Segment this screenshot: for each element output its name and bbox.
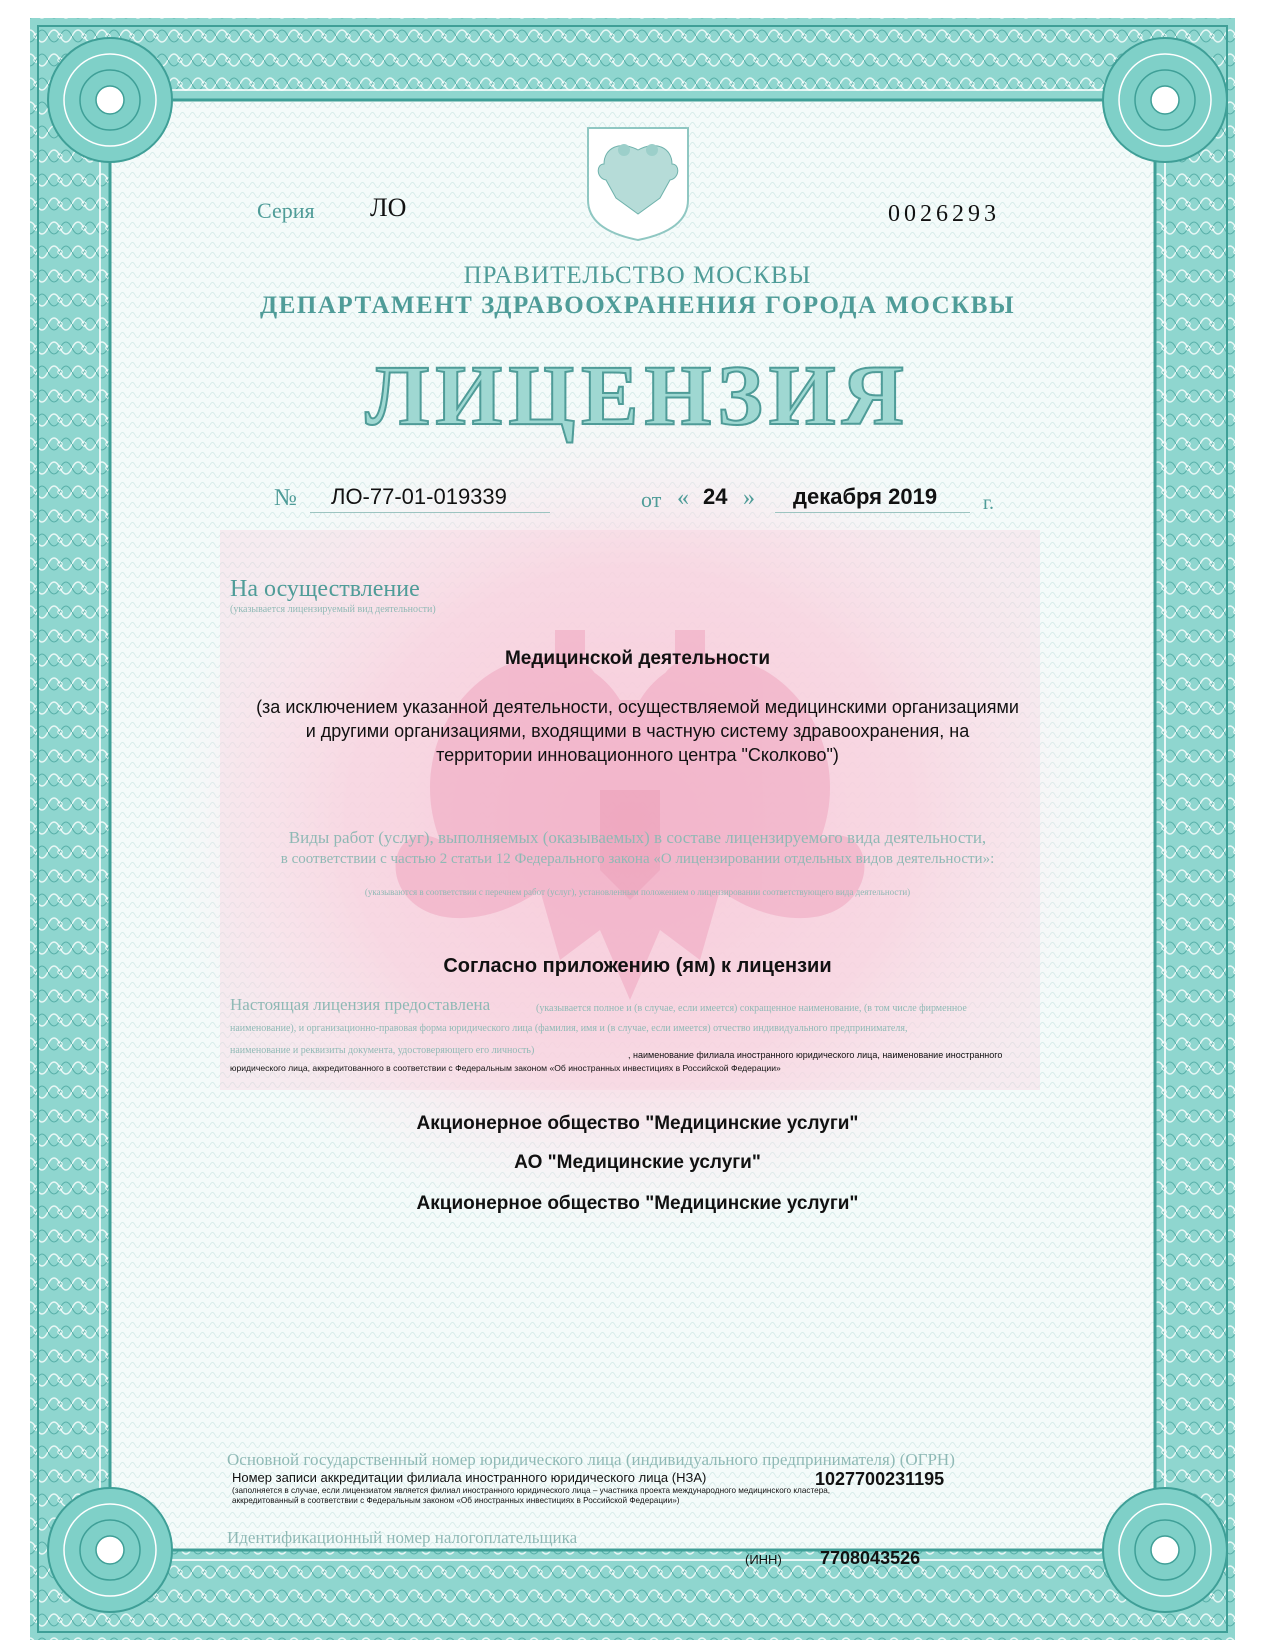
rosette-bottom-left-icon xyxy=(48,1488,172,1612)
licensee-caption-line-3: наименование и реквизиты документа, удостоверяющего его личность) xyxy=(230,1045,535,1056)
quote-close: » xyxy=(743,485,755,511)
licensee-addendum-line-2: юридического лица, аккредитованного в соответствии с Федеральным законом «Об иностранных инвестициях в Российской Федерации» xyxy=(230,1063,781,1073)
licensee-brand-name: Акционерное общество "Медицинские услуги" xyxy=(416,1193,859,1214)
ogrn-label: Основной государственный номер юридического лица (индивидуального предпринимателя) (ОГРН) xyxy=(227,1450,955,1469)
quote-open: « xyxy=(677,485,689,511)
document-title: ЛИЦЕНЗИЯ xyxy=(365,347,910,443)
inn-abbr: (ИНН) xyxy=(745,1552,782,1567)
licensee-full-name: Акционерное общество "Медицинские услуги" xyxy=(416,1113,859,1134)
licensee-short-name: АО "Медицинские услуги" xyxy=(514,1152,761,1173)
date-from-label: от xyxy=(641,487,662,512)
activity-exception-line-2: и другими организациями, входящими в частную систему здравоохранения, на xyxy=(305,721,970,741)
inn-value: 7708043526 xyxy=(820,1548,921,1568)
series-value: ЛО xyxy=(370,193,407,222)
activity-label: На осуществление xyxy=(230,576,420,602)
rosette-bottom-right-icon xyxy=(1103,1488,1227,1612)
coat-of-arms-icon xyxy=(588,128,688,240)
licensee-addendum-line-1: , наименование филиала иностранного юридического лица, наименование иностранного xyxy=(628,1050,1003,1060)
works-label-line-2: в соответствии с частью 2 статьи 12 Федерального закона «О лицензировании отдельных видов деятельности»: xyxy=(280,851,995,867)
license-number: ЛО-77-01-019339 xyxy=(331,484,507,509)
licensee-label: Настоящая лицензия предоставлена xyxy=(230,995,491,1014)
date-underline xyxy=(775,512,970,513)
activity-caption: (указывается лицензируемый вид деятельности) xyxy=(230,604,436,615)
number-label: № xyxy=(274,485,297,511)
activity-name: Медицинской деятельности xyxy=(504,648,771,669)
license-number-underline xyxy=(310,512,550,513)
rosette-top-left-icon xyxy=(48,38,172,162)
licensee-caption-line-1: (указывается полное и (в случае, если имеется) сокращенное наименование, (в том числе фирменное xyxy=(536,1003,967,1014)
series-label: Серия xyxy=(257,198,315,223)
ogrn-value: 1027700231195 xyxy=(815,1469,945,1489)
year-suffix: г. xyxy=(983,492,994,514)
activity-exception-line-1: (за исключением указанной деятельности, осуществляемой медицинскими организациями xyxy=(256,697,1019,717)
form-number: 0026293 xyxy=(888,201,1000,227)
works-caption: (указываются в соответствии с перечнем работ (услуг), установленным положением о лицензировании соответствующего вида деятельности) xyxy=(364,887,911,897)
authority-name: ПРАВИТЕЛЬСТВО МОСКВЫ xyxy=(463,262,812,289)
works-label-line-1: Виды работ (услуг), выполняемых (оказываемых) в составе лицензируемого вида деятельности, xyxy=(288,828,987,847)
nza-note-line-2: аккредитованный в соответствии с Федеральным законом «Об иностранных инвестициях в Российской Федерации») xyxy=(232,1496,680,1505)
nza-note-line-1: (заполняется в случае, если лицензиатом является филиал иностранного юридического лица – участника проекта международного медицинского кластера, xyxy=(232,1486,831,1495)
activity-exception-line-3: территории инновационного центра "Сколково") xyxy=(436,745,839,765)
licensee-caption-line-2: наименование), и организационно-правовая форма юридического лица (фамилия, имя и (в случае, если имеется) отчество индивидуального предпринимателя, xyxy=(230,1023,908,1034)
works-value: Согласно приложению (ям) к лицензии xyxy=(443,955,832,977)
inn-label: Идентификационный номер налогоплательщика xyxy=(227,1528,578,1547)
license-day: 24 xyxy=(703,484,728,509)
nza-label: Номер записи аккредитации филиала иностранного юридического лица (НЗА) xyxy=(232,1470,707,1485)
rosette-top-right-icon xyxy=(1103,38,1227,162)
department-name: ДЕПАРТАМЕНТ ЗДРАВООХРАНЕНИЯ ГОРОДА МОСКВЫ xyxy=(260,292,1015,319)
license-month-year: декабря 2019 xyxy=(793,484,938,509)
